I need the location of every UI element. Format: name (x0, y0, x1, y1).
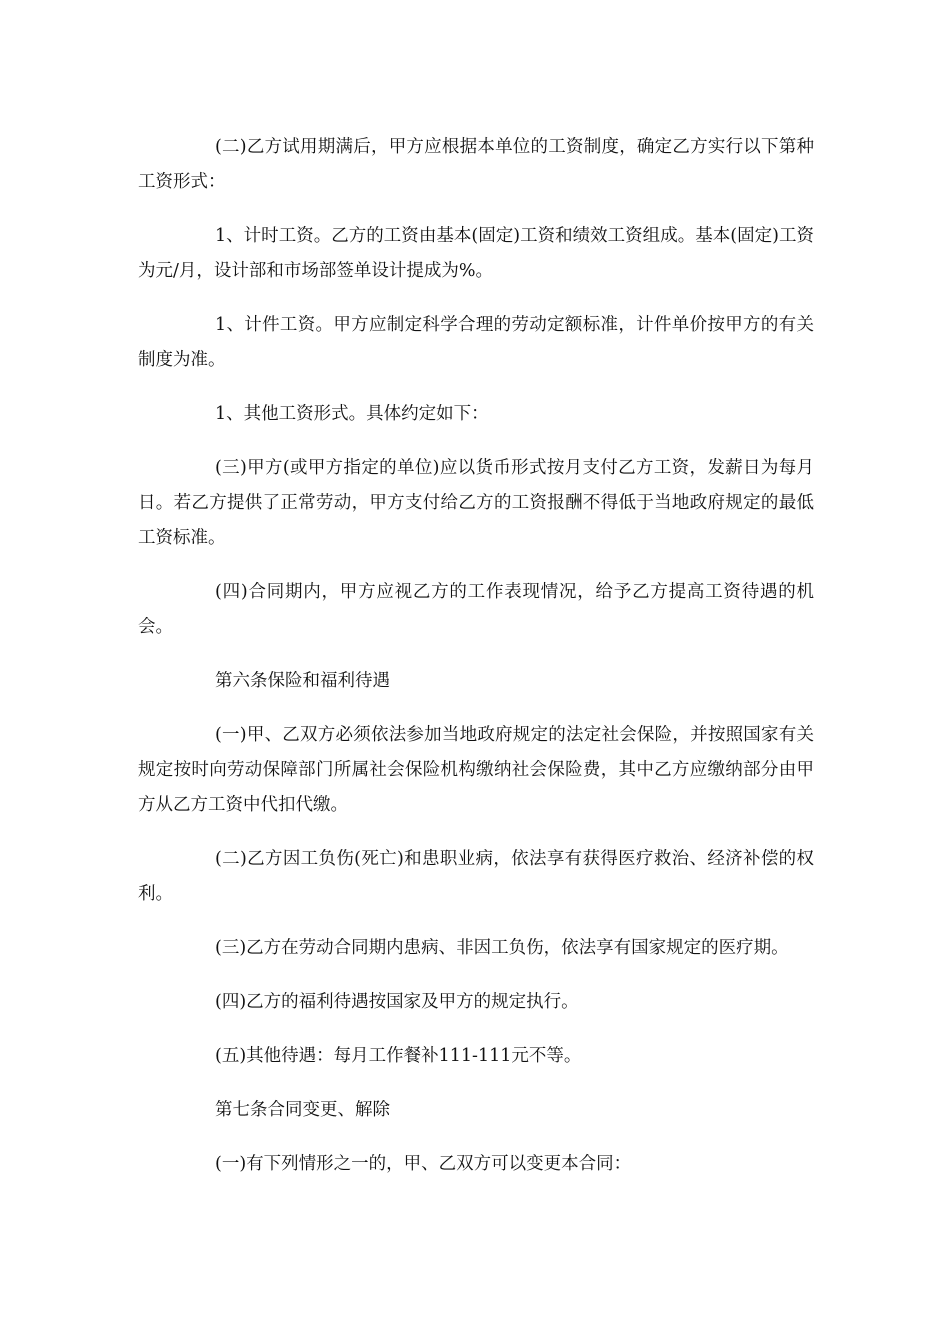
paragraph-other-benefits: (五)其他待遇：每月工作餐补111-111元不等。 (215, 1046, 582, 1066)
paragraph-payment: (三)甲方(或甲方指定的单位)应以货币形式按月支付乙方工资，发薪日为每月日。若乙方提供了正常劳动，甲方支付给乙方的工资报酬不得低于当地政府规定的最低工资标准。 (138, 458, 814, 548)
paragraph-contract-change: (一)有下列情形之一的，甲、乙双方可以变更本合同： (215, 1154, 632, 1174)
paragraph-social-insurance: (一)甲、乙双方必须依法参加当地政府规定的法定社会保险，并按照国家有关规定按时向劳动保障部门所属社会保险机构缴纳社会保险费，其中乙方应缴纳部分由甲方从乙方工资中代扣代缴。 (138, 725, 814, 815)
paragraph-medical-period: (三)乙方在劳动合同期内患病、非因工负伤，依法享有国家规定的医疗期。 (215, 938, 789, 958)
paragraph-other-wage: 1、其他工资形式。具体约定如下： (215, 404, 489, 424)
document-body (138, 130, 814, 1201)
paragraph-raise: (四)合同期内，甲方应视乙方的工作表现情况，给予乙方提高工资待遇的机会。 (138, 582, 814, 637)
paragraph-hourly-wage: 1、计时工资。乙方的工资由基本(固定)工资和绩效工资组成。基本(固定)工资为元/月，设计部和市场部签单设计提成为%。 (138, 226, 814, 281)
paragraph-salary-form: (二)乙方试用期满后，甲方应根据本单位的工资制度，确定乙方实行以下第种工资形式： (138, 137, 814, 192)
paragraph-piece-wage: 1、计件工资。甲方应制定科学合理的劳动定额标准，计件单价按甲方的有关制度为准。 (138, 315, 814, 370)
paragraph-welfare: (四)乙方的福利待遇按国家及甲方的规定执行。 (215, 992, 579, 1012)
section-heading-article-7: 第七条合同变更、解除 (215, 1100, 390, 1120)
paragraph-work-injury: (二)乙方因工负伤(死亡)和患职业病，依法享有获得医疗救治、经济补偿的权利。 (138, 849, 814, 904)
section-heading-article-6: 第六条保险和福利待遇 (215, 671, 390, 691)
